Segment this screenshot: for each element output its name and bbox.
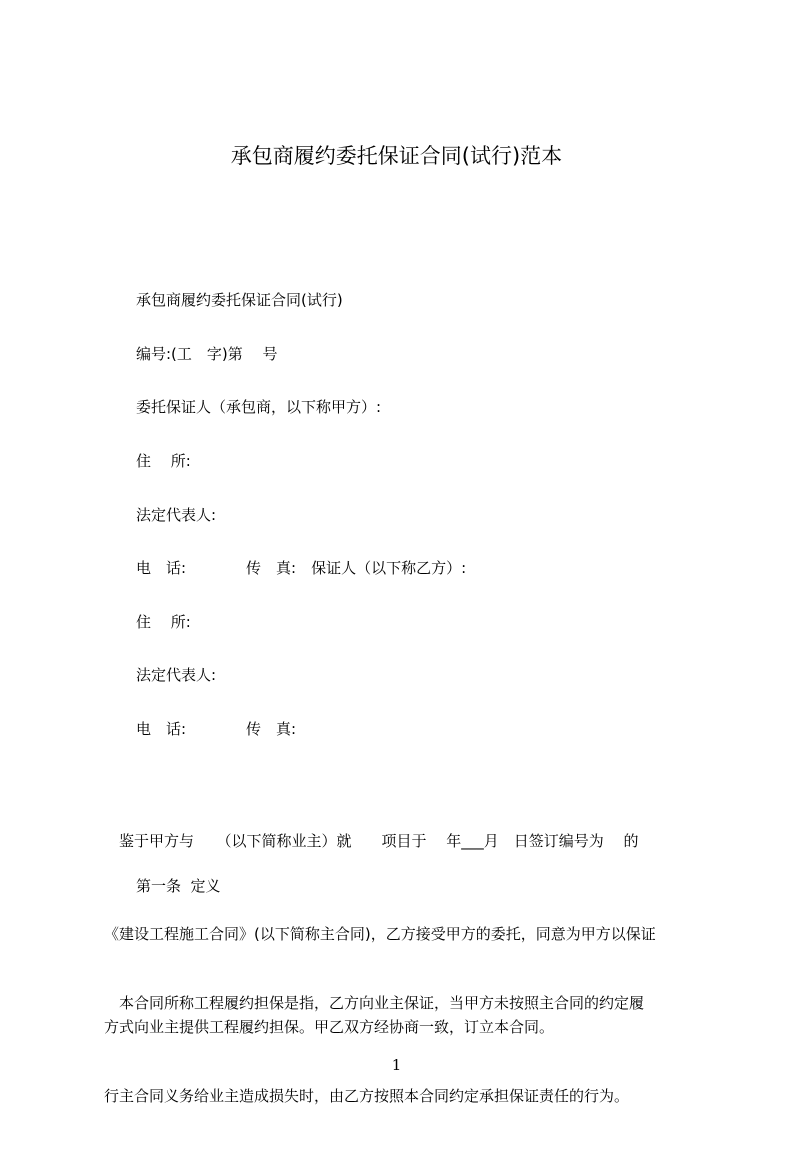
client-legal-rep-line: 法定代表人: xyxy=(136,506,217,524)
contract-number-line: 编号:(工 字)第 号 xyxy=(136,345,278,363)
article-1-line: 本合同所称工程履约担保是指，乙方向业主保证，当甲方未按照主合同的约定履 xyxy=(104,994,645,1012)
client-phone-fax-line: 电 话: 传 真: 保证人（以下称乙方）: xyxy=(136,559,467,577)
document-title: 承包商履约委托保证合同(试行)范本 xyxy=(230,144,563,168)
article-1-body xyxy=(104,926,700,1174)
contract-subtitle: 承包商履约委托保证合同(试行) xyxy=(136,291,343,309)
guarantor-phone-fax-line: 电 话: 传 真: xyxy=(136,720,297,738)
article-1-line: 行主合同义务给业主造成损失时，由乙方按照本合同约定承担保证责任的行为。 xyxy=(104,1087,630,1105)
guarantor-legal-rep-line: 法定代表人: xyxy=(136,666,217,684)
preamble-line: 方式向业主提供工程履约担保。甲乙双方经协商一致，订立本合同。 xyxy=(104,1018,555,1036)
article-1-heading: 第一条 定义 xyxy=(136,877,221,895)
preamble-line: 鉴于甲方与 （以下简称业主）就 项目于 年___月 日签订编号为 的 xyxy=(104,832,639,850)
client-address-line: 住 所: xyxy=(136,452,191,470)
page-number: 1 xyxy=(391,1056,402,1074)
client-party-line: 委托保证人（承包商，以下称甲方）: xyxy=(136,398,382,416)
guarantor-address-line: 住 所: xyxy=(136,613,191,631)
preamble-line: 《建设工程施工合同》(以下简称主合同)，乙方接受甲方的委托，同意为甲方以保证 xyxy=(104,925,656,943)
